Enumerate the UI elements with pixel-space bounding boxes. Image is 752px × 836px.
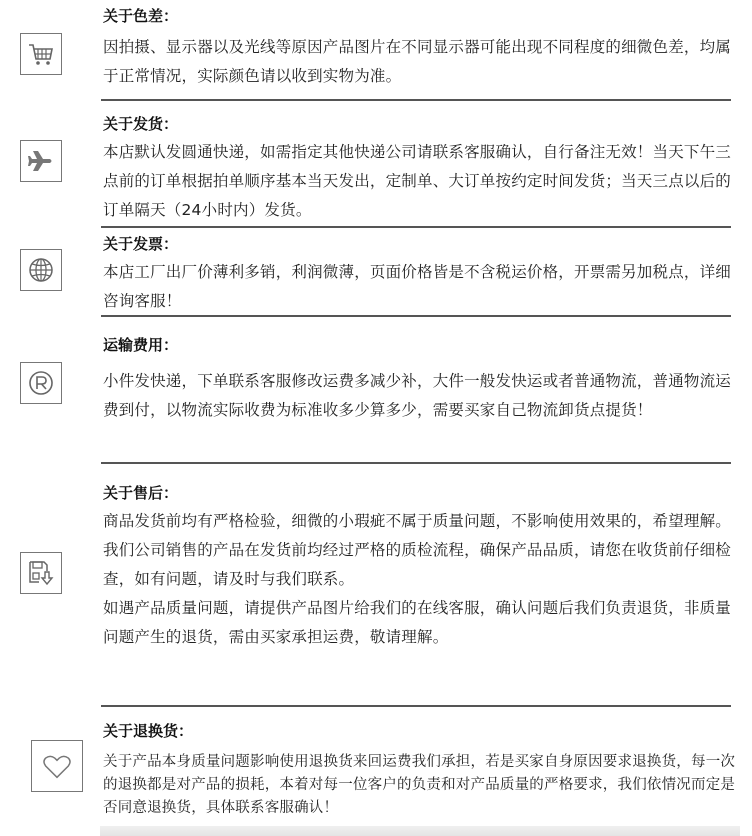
divider xyxy=(101,226,731,228)
section-text: 商品发货前均有严格检验，细微的小瑕疵不属于质量问题，不影响使用效果的，希望理解。 xyxy=(103,512,732,530)
icon-frame xyxy=(20,552,62,594)
section-text: 本店默认发圆通快递，如需指定其他快递公司请联系客服确认，自行备注无效！当天下午三点前的订单根据拍单顺序基本当天发出，定制单、大订单按约定时间发货；当天三点以后的订单隔天（24小时内）发货。 xyxy=(103,143,732,219)
icon-frame xyxy=(20,249,62,291)
divider xyxy=(101,99,731,101)
icon-frame xyxy=(20,140,62,182)
section-text: 我们公司销售的产品在发货前均经过严格的质检流程，确保产品品质，请您在收货前仔细检查，如有问题，请及时与我们联系。 xyxy=(103,541,732,588)
section-text: 如遇产品质量问题，请提供产品图片给我们的在线客服，确认问题后我们负责退货，非质量问题产生的退货，需由买家承担运费，敬请理解。 xyxy=(103,599,732,646)
icon-frame xyxy=(20,362,62,404)
section-title: 关于色差： xyxy=(103,7,179,25)
section-text: 关于产品本身质量问题影响使用退换货来回运费我们承担，若是买家自身原因要求退换货，每一次的退换都是对产品的损耗，本着对每一位客户的负责和对产品质量的严格要求，我们依情况而定是否同意退换货，具体联系客服确认！ xyxy=(103,754,736,816)
globe-icon xyxy=(26,255,56,285)
section-title: 关于售后： xyxy=(103,484,179,502)
airplane-icon xyxy=(26,146,56,176)
section-text: 小件发快递，下单联系客服修改运费多减少补，大件一般发快运或者普通物流，普通物流运费到付，以物流实际收费为标准收多少算多少，需要买家自己物流卸货点提货！ xyxy=(103,372,732,419)
section-title: 关于发货： xyxy=(103,115,179,133)
save-download-icon xyxy=(26,558,56,588)
section-title: 关于退换货： xyxy=(103,722,194,740)
section-text: 因拍摄、显示器以及光线等原因产品图片在不同显示器可能出现不同程度的细微色差，均属于正常情况，实际颜色请以收到实物为准。 xyxy=(103,38,732,85)
heart-icon xyxy=(40,749,74,783)
cutoff-fade xyxy=(100,826,740,836)
section-title: 运输费用： xyxy=(103,336,179,354)
divider xyxy=(101,315,731,317)
icon-frame xyxy=(31,740,83,792)
section-title: 关于发票： xyxy=(103,235,179,253)
divider xyxy=(101,705,731,707)
icon-frame xyxy=(20,33,62,75)
divider xyxy=(101,462,731,464)
section-text: 本店工厂出厂价薄利多销，利润微薄，页面价格皆是不含税运价格，开票需另加税点，详细咨询客服！ xyxy=(103,263,732,310)
shopping-cart-icon xyxy=(26,39,56,69)
registered-icon xyxy=(26,368,56,398)
